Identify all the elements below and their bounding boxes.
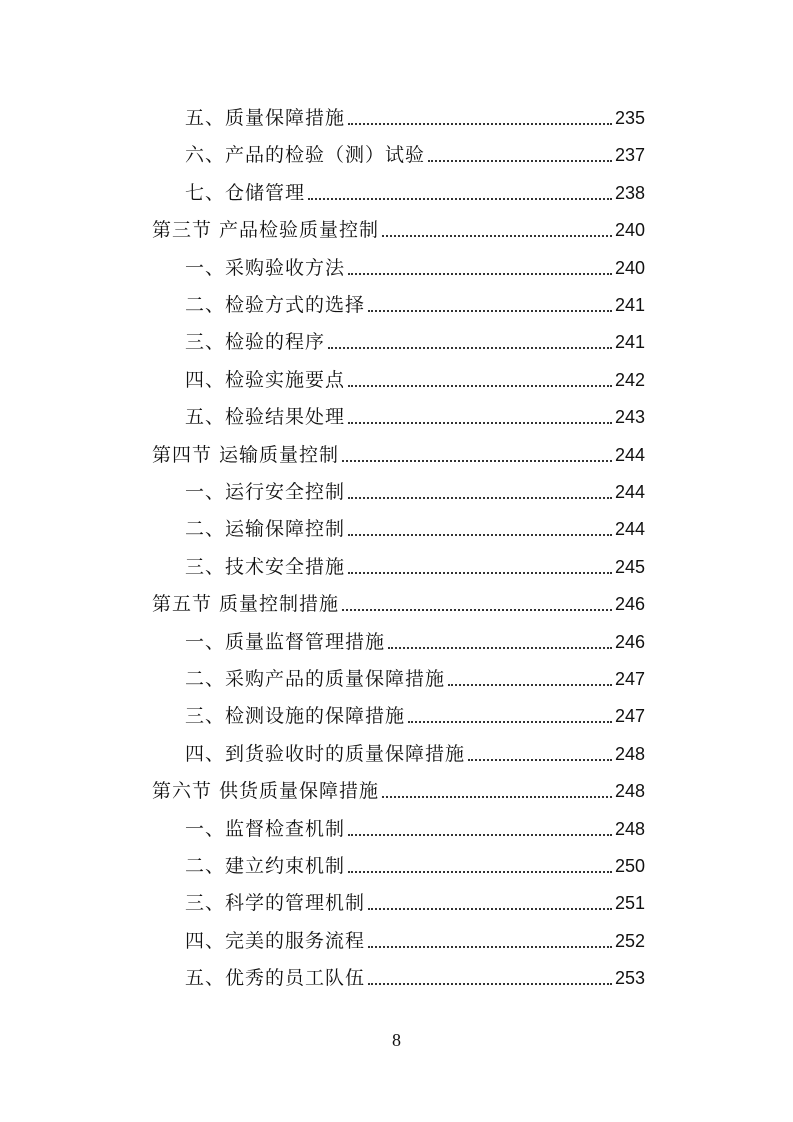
- toc-entry-label: 第六节 供货质量保障措施: [152, 780, 380, 803]
- toc-entry[interactable]: [185, 885, 645, 922]
- toc-entry[interactable]: [152, 586, 645, 623]
- toc-entry-label: 四、完美的服务流程: [185, 929, 366, 952]
- toc-leader-dots: [448, 683, 612, 686]
- toc-entry[interactable]: [185, 511, 645, 548]
- toc-entry[interactable]: [185, 549, 645, 586]
- toc-entry-page: 242: [614, 369, 645, 390]
- toc-entry-page: 252: [614, 930, 645, 951]
- toc-entry-page: 250: [614, 856, 645, 876]
- toc-entry-page: 251: [614, 893, 645, 914]
- toc-entry-page: 245: [614, 556, 645, 577]
- toc-entry-page: 238: [614, 182, 645, 203]
- toc-entry-page: 244: [614, 482, 645, 502]
- toc-entry-page: 235: [614, 108, 645, 128]
- toc-entry-label: 一、运行安全控制: [185, 481, 346, 503]
- toc-entry[interactable]: [185, 811, 645, 848]
- toc-entry[interactable]: [185, 474, 645, 511]
- toc-entry-label: 四、到货验收时的质量保障措施: [185, 742, 466, 765]
- toc-entry-label: 第三节 产品检验质量控制: [152, 219, 380, 242]
- toc-entry[interactable]: [185, 324, 645, 361]
- toc-entry-label: 一、监督检查机制: [185, 817, 346, 840]
- toc-entry-label: 三、检验的程序: [185, 331, 326, 354]
- toc-entry-page: 243: [614, 407, 645, 428]
- toc-entry[interactable]: [185, 661, 645, 698]
- toc-entry-page: 247: [614, 669, 645, 689]
- toc-leader-dots: [328, 346, 612, 349]
- toc-entry-label: 七、仓储管理: [185, 181, 306, 204]
- toc-entry-label: 二、运输保障控制: [185, 518, 346, 541]
- toc-entry[interactable]: [185, 137, 645, 174]
- toc-entry-label: 第五节 质量控制措施: [152, 593, 340, 616]
- toc-entry[interactable]: [185, 698, 645, 735]
- toc-entry[interactable]: [185, 100, 645, 137]
- toc-leader-dots: [348, 870, 612, 873]
- toc-entry-page: 240: [614, 257, 645, 278]
- toc-leader-dots: [368, 982, 612, 985]
- toc-entry-label: 二、建立约束机制: [185, 855, 346, 877]
- toc-leader-dots: [348, 496, 612, 499]
- toc-entry-label: 五、优秀的员工队伍: [185, 967, 366, 990]
- toc-entry-label: 三、技术安全措施: [185, 555, 346, 578]
- toc-entry[interactable]: [185, 287, 645, 324]
- toc-entry-page: 248: [614, 743, 645, 764]
- toc-entry[interactable]: [185, 848, 645, 885]
- toc-entry-page: 248: [614, 818, 645, 839]
- toc-leader-dots: [468, 758, 612, 761]
- toc-entry-page: 246: [614, 594, 645, 615]
- toc-leader-dots: [408, 720, 612, 723]
- toc-entry-label: 六、产品的检验（测）试验: [185, 144, 426, 167]
- toc-leader-dots: [368, 907, 612, 910]
- toc-entry-label: 二、采购产品的质量保障措施: [185, 668, 446, 690]
- toc-entry-page: 247: [614, 706, 645, 727]
- toc-leader-dots: [348, 384, 612, 387]
- page-number: 8: [392, 1030, 401, 1050]
- toc-entry-label: 三、检测设施的保障措施: [185, 705, 406, 728]
- toc-leader-dots: [348, 421, 612, 424]
- toc-entry-label: 一、采购验收方法: [185, 256, 346, 279]
- toc-entry-page: 253: [614, 968, 645, 989]
- toc-leader-dots: [368, 945, 612, 948]
- toc-leader-dots: [382, 795, 612, 798]
- toc-entry[interactable]: [152, 773, 645, 810]
- toc-leader-dots: [348, 571, 612, 574]
- toc-entry[interactable]: [185, 624, 645, 661]
- toc-leader-dots: [368, 309, 612, 312]
- toc-entry[interactable]: [185, 923, 645, 960]
- toc-entry-page: 244: [614, 444, 645, 465]
- toc-entry-label: 四、检验实施要点: [185, 368, 346, 391]
- toc-entry[interactable]: [185, 362, 645, 399]
- toc-entry-label: 二、检验方式的选择: [185, 294, 366, 316]
- toc-entry-label: 五、检验结果处理: [185, 406, 346, 429]
- toc-entry-page: 246: [614, 631, 645, 652]
- toc-entry-page: 241: [614, 295, 645, 315]
- toc-leader-dots: [348, 533, 612, 536]
- toc-entry-page: 244: [614, 519, 645, 540]
- toc-entry[interactable]: [185, 399, 645, 436]
- toc-leader-dots: [308, 197, 612, 200]
- toc-entry[interactable]: [185, 736, 645, 773]
- toc-leader-dots: [388, 646, 612, 649]
- toc-entry-page: 237: [614, 145, 645, 166]
- toc-entry[interactable]: [152, 212, 645, 249]
- toc-entry[interactable]: [185, 250, 645, 287]
- toc-leader-dots: [342, 608, 612, 611]
- toc-leader-dots: [428, 159, 612, 162]
- toc-entry-page: 248: [614, 781, 645, 802]
- toc-entry[interactable]: [185, 175, 645, 212]
- toc-leader-dots: [348, 122, 612, 125]
- toc-leader-dots: [348, 833, 612, 836]
- toc-entry-label: 第四节 运输质量控制: [152, 443, 340, 466]
- toc-entry-page: 241: [614, 332, 645, 353]
- toc-entry[interactable]: [152, 437, 645, 474]
- toc-entry-label: 三、科学的管理机制: [185, 892, 366, 915]
- toc-leader-dots: [342, 459, 612, 462]
- toc-entry-label: 一、质量监督管理措施: [185, 630, 386, 653]
- toc-entry-label: 五、质量保障措施: [185, 107, 346, 129]
- toc-entry[interactable]: [185, 960, 645, 997]
- toc-entry-page: 240: [614, 220, 645, 241]
- toc-leader-dots: [348, 272, 612, 275]
- toc-leader-dots: [382, 234, 612, 237]
